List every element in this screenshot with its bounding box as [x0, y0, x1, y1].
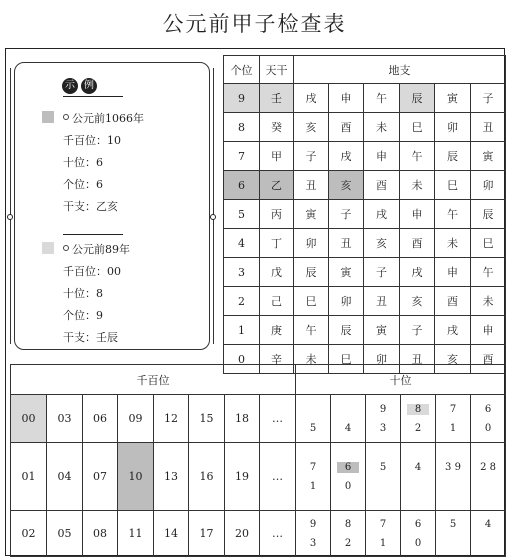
shi-top: 5: [309, 422, 317, 434]
dizhi-cell: 卯: [294, 229, 329, 258]
qianbai-cell: 06: [83, 395, 118, 443]
qianbai-cell: 08: [83, 511, 118, 557]
header-underline: [63, 96, 123, 97]
ex1-shi: 十位：6: [63, 156, 103, 169]
dizhi-cell: 卯: [329, 287, 364, 316]
tiangan-cell: 己: [260, 287, 294, 316]
qianbai-cell-highlight: 00: [11, 395, 47, 443]
shi-top: 0: [484, 422, 492, 434]
dizhi-cell: 亥: [294, 113, 329, 142]
tiangan-cell: 癸: [260, 113, 294, 142]
dizhi-cell: 午: [435, 200, 471, 229]
qianbai-cell: …: [260, 443, 296, 511]
shi-cell: [296, 443, 331, 511]
qianbai-cell: 20: [225, 511, 260, 557]
header-ge: 个位: [224, 56, 260, 84]
shi-top: 1: [449, 422, 457, 434]
dizhi-cell: 申: [471, 316, 506, 345]
dizhi-cell: 戌: [294, 84, 329, 113]
shi-bottom-highlight: 6: [337, 462, 359, 473]
ge-cell: 0: [224, 345, 260, 374]
ge-cell: 7: [224, 142, 260, 171]
qianbai-header: 千百位: [11, 365, 296, 395]
ge-cell: 3: [224, 258, 260, 287]
dizhi-cell: 子: [329, 200, 364, 229]
dizhi-cell: 午: [400, 142, 435, 171]
dizhi-cell: 申: [435, 258, 471, 287]
dizhi-cell: 丑: [329, 229, 364, 258]
ex1-qianbai: 千百位：10: [63, 134, 121, 147]
dizhi-cell: 酉: [329, 113, 364, 142]
shi-bottom: 9: [309, 518, 317, 530]
dizhi-cell: 未: [364, 113, 400, 142]
dark-swatch-icon: [42, 111, 54, 123]
dizhi-cell: 巳: [329, 345, 364, 374]
circle-bullet-icon: [63, 114, 69, 120]
tiangan-cell: 辛: [260, 345, 294, 374]
ex1-ge: 个位：6: [63, 178, 103, 191]
dizhi-cell: 寅: [364, 316, 400, 345]
dizhi-cell: 戌: [329, 142, 364, 171]
qianbai-cell: 17: [189, 511, 225, 557]
shi-bottom: 6: [484, 403, 492, 415]
shi-top: 1: [379, 537, 387, 549]
dizhi-cell: 戌: [435, 316, 471, 345]
dizhi-cell: 子: [364, 258, 400, 287]
qianbai-cell: 05: [47, 511, 83, 557]
badge-li: 例: [81, 78, 97, 94]
tiangan-cell: 乙: [260, 171, 294, 200]
qianbai-cell-highlight: 10: [118, 443, 154, 511]
right-rail: [213, 68, 214, 344]
dizhi-cell-highlight: 辰: [400, 84, 435, 113]
qianbai-table: [10, 364, 296, 557]
dizhi-cell: 未: [400, 171, 435, 200]
qianbai-cell: 16: [189, 443, 225, 511]
dizhi-cell: 卯: [435, 113, 471, 142]
qianbai-cell: 12: [154, 395, 189, 443]
right-knob: [210, 214, 216, 220]
qianbai-cell: 14: [154, 511, 189, 557]
dizhi-cell: 子: [400, 316, 435, 345]
qianbai-cell: 02: [11, 511, 47, 557]
dizhi-cell: 申: [364, 142, 400, 171]
qianbai-cell: 15: [189, 395, 225, 443]
shi-cell: [471, 395, 506, 443]
shi-bottom: 7: [379, 518, 387, 530]
shi-cell: [296, 395, 331, 443]
dizhi-cell: 亥: [400, 287, 435, 316]
shi-bottom: 4: [414, 461, 422, 473]
ex2-shi: 十位：8: [63, 287, 103, 300]
shi-top: 3: [379, 422, 387, 434]
header-dizhi: 地支: [294, 56, 506, 84]
page-title: 公元前甲子检查表: [162, 12, 347, 36]
ge-cell: 1: [224, 316, 260, 345]
qianbai-cell: 07: [83, 443, 118, 511]
shi-top: 3: [309, 537, 317, 549]
shi-bottom: 7: [309, 461, 317, 473]
dizhi-cell: 丑: [294, 171, 329, 200]
shi-top: 0: [344, 480, 352, 492]
dizhi-cell: 丑: [364, 287, 400, 316]
ge-cell: 4: [224, 229, 260, 258]
qianbai-cell: 18: [225, 395, 260, 443]
shi-cell: [471, 511, 506, 557]
tiangan-cell: 戊: [260, 258, 294, 287]
example-separator: [63, 234, 123, 235]
shi-cell: [296, 511, 331, 557]
ex1-label: 公元前1066年: [72, 112, 144, 125]
qianbai-cell: 19: [225, 443, 260, 511]
shi-bottom: 7: [449, 403, 457, 415]
shi-cell: [331, 511, 366, 557]
ganzhi-table: [223, 55, 506, 374]
dizhi-cell: 辰: [329, 316, 364, 345]
dizhi-cell: 子: [294, 142, 329, 171]
qianbai-cell: …: [260, 511, 296, 557]
dizhi-cell: 卯: [471, 171, 506, 200]
shi-cell: [401, 443, 436, 511]
ex2-ganzhi: 干支：壬辰: [63, 331, 118, 344]
dizhi-cell: 未: [471, 287, 506, 316]
shi-table: [295, 364, 506, 557]
tiangan-cell: 丁: [260, 229, 294, 258]
light-swatch-icon: [42, 242, 54, 254]
dizhi-cell: 未: [435, 229, 471, 258]
shi-bottom: 2 8: [480, 461, 496, 473]
dizhi-cell: 酉: [400, 229, 435, 258]
dizhi-cell: 寅: [435, 84, 471, 113]
shi-cell: [366, 395, 401, 443]
shi-cell: [331, 395, 366, 443]
dizhi-cell: 子: [471, 84, 506, 113]
qianbai-cell: 04: [47, 443, 83, 511]
ge-cell: 8: [224, 113, 260, 142]
shi-cell: [436, 511, 471, 557]
dizhi-cell: 午: [294, 316, 329, 345]
ex2-qianbai: 千百位：00: [63, 265, 121, 278]
ex1-ganzhi: 干支：乙亥: [63, 200, 118, 213]
dizhi-cell: 巳: [400, 113, 435, 142]
dizhi-cell: 寅: [294, 200, 329, 229]
dizhi-cell: 卯: [364, 345, 400, 374]
dizhi-cell: 巳: [294, 287, 329, 316]
ge-cell: 2: [224, 287, 260, 316]
shi-bottom: 8: [344, 518, 352, 530]
dizhi-cell: 寅: [329, 258, 364, 287]
dizhi-cell: 戌: [364, 200, 400, 229]
shi-cell: [366, 511, 401, 557]
dizhi-cell: 辰: [471, 200, 506, 229]
shi-bottom-highlight: 8: [407, 404, 429, 415]
shi-cell: [366, 443, 401, 511]
shi-bottom: 4: [484, 518, 492, 530]
dizhi-cell: 午: [364, 84, 400, 113]
dizhi-cell: 亥: [364, 229, 400, 258]
header-tiangan: 天干: [260, 56, 294, 84]
ex2-label: 公元前89年: [72, 243, 130, 256]
shi-cell: [401, 395, 436, 443]
dizhi-cell-highlight: 亥: [329, 171, 364, 200]
dizhi-cell: 戌: [400, 258, 435, 287]
example-panel: [8, 56, 216, 356]
left-rail: [10, 68, 11, 344]
shi-bottom: 6: [414, 518, 422, 530]
qianbai-cell: 11: [118, 511, 154, 557]
dizhi-cell: 未: [294, 345, 329, 374]
shi-cell: [436, 395, 471, 443]
qianbai-cell: 01: [11, 443, 47, 511]
qianbai-cell: 13: [154, 443, 189, 511]
dizhi-cell: 申: [400, 200, 435, 229]
shi-bottom: 9: [379, 403, 387, 415]
qianbai-cell: 03: [47, 395, 83, 443]
shi-bottom: 3 9: [445, 461, 461, 473]
dizhi-cell: 亥: [435, 345, 471, 374]
tiangan-cell: 壬: [260, 84, 294, 113]
shi-cell: [331, 443, 366, 511]
qianbai-cell: …: [260, 395, 296, 443]
shi-top: 4: [344, 422, 352, 434]
shi-cell: [471, 443, 506, 511]
ex2-ge: 个位：9: [63, 309, 103, 322]
shi-top: 0: [414, 537, 422, 549]
qianbai-cell: 09: [118, 395, 154, 443]
dizhi-cell: 辰: [294, 258, 329, 287]
dizhi-cell: 酉: [471, 345, 506, 374]
tiangan-cell: 甲: [260, 142, 294, 171]
circle-bullet-icon: [63, 245, 69, 251]
dizhi-cell: 巳: [435, 171, 471, 200]
shi-top: 2: [344, 537, 352, 549]
ge-cell: 5: [224, 200, 260, 229]
shi-top: 1: [309, 480, 317, 492]
shi-bottom: 5: [379, 461, 387, 473]
tiangan-cell: 庚: [260, 316, 294, 345]
ge-cell: 9: [224, 84, 260, 113]
dizhi-cell: 丑: [400, 345, 435, 374]
dizhi-cell: 午: [471, 258, 506, 287]
shi-cell: [436, 443, 471, 511]
ge-cell: 6: [224, 171, 260, 200]
shi-top: 2: [414, 422, 422, 434]
dizhi-cell: 酉: [435, 287, 471, 316]
dizhi-cell: 丑: [471, 113, 506, 142]
dizhi-cell: 申: [329, 84, 364, 113]
badge-shi: 示: [62, 78, 78, 94]
left-knob: [7, 214, 13, 220]
dizhi-cell: 辰: [435, 142, 471, 171]
shi-bottom: 5: [449, 518, 457, 530]
shi-header: 十位: [296, 365, 506, 395]
tiangan-cell: 丙: [260, 200, 294, 229]
dizhi-cell: 酉: [364, 171, 400, 200]
shi-cell: [401, 511, 436, 557]
dizhi-cell: 巳: [471, 229, 506, 258]
dizhi-cell: 寅: [471, 142, 506, 171]
